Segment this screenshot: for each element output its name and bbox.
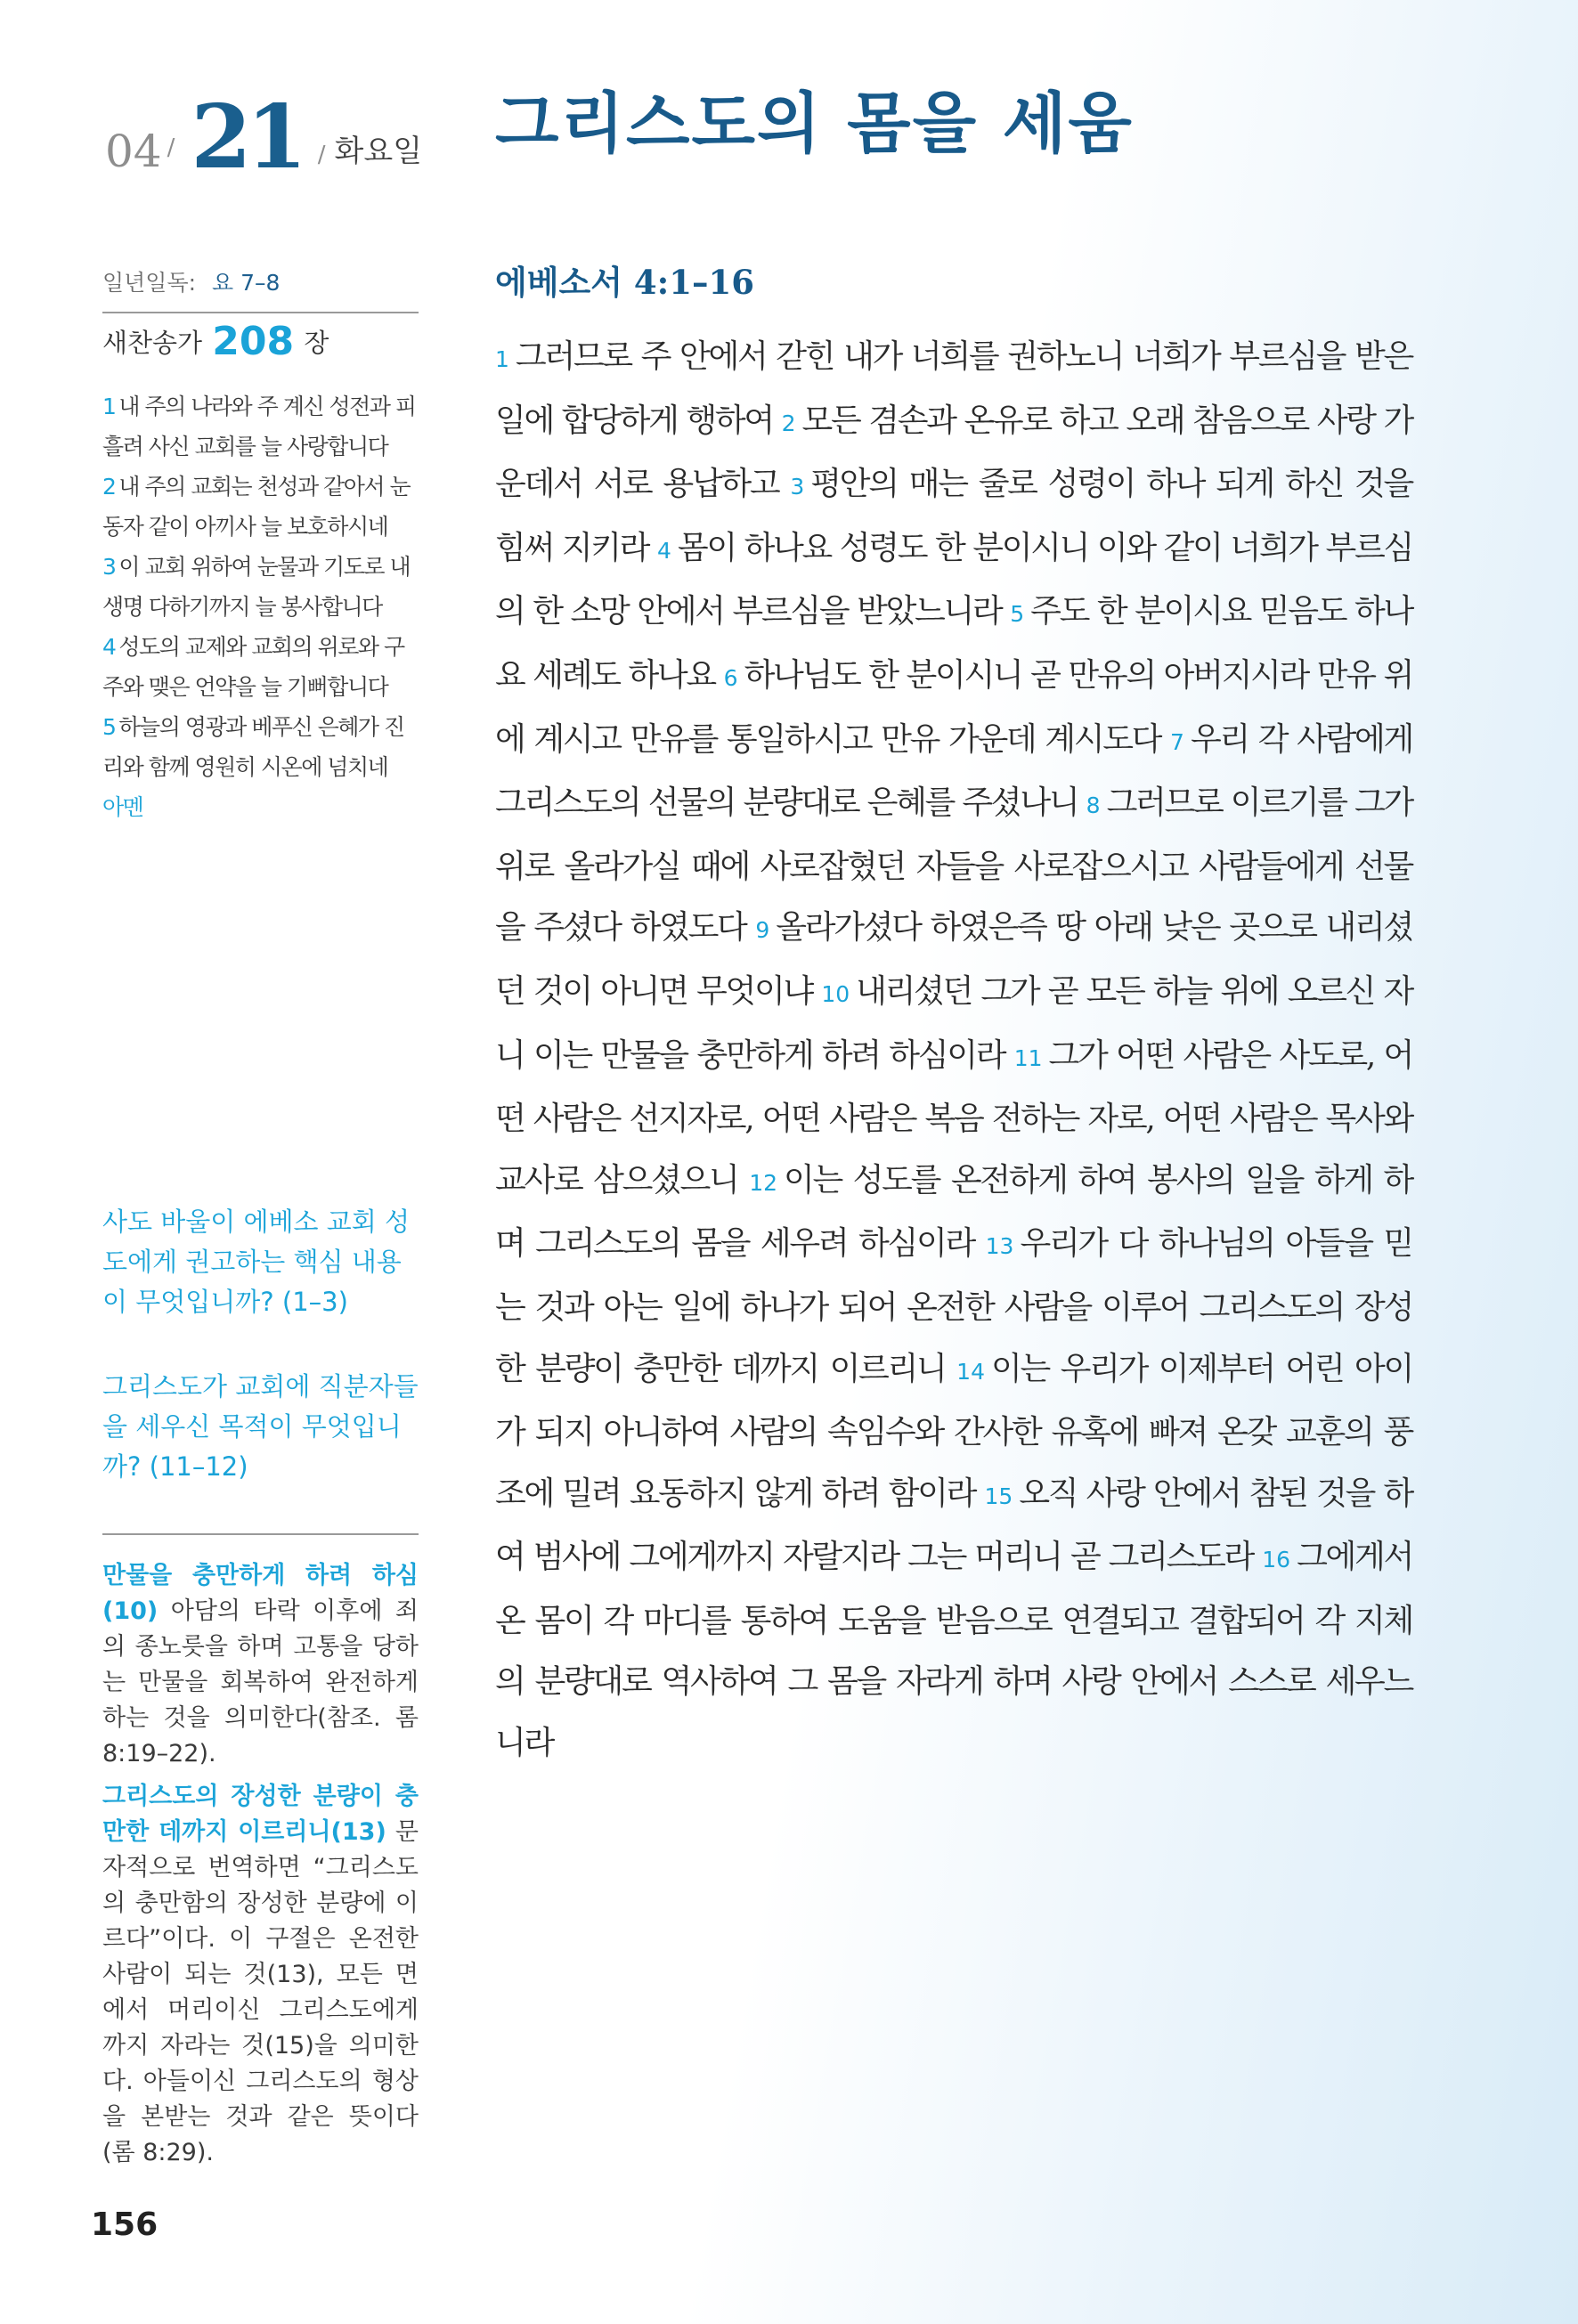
hymn-suffix: 장 <box>304 328 329 358</box>
hymn-verse-number: 1 <box>102 394 116 419</box>
hymn-lyrics <box>102 386 419 827</box>
hymn-number: 208 <box>212 319 295 364</box>
hymn-verse-number: 2 <box>102 474 116 500</box>
hymn-verse-text: 내 주의 나라와 주 계신 성전과 피 흘려 사신 교회를 늘 사랑합니다 <box>102 394 416 459</box>
question-2: 그리스도가 교회에 직분자들을 세우신 목적이 무엇입니까? (11–12) <box>102 1371 419 1482</box>
hymn-verse <box>102 627 419 707</box>
verse-text: 우리 각 사람에게 그리스도의 선물의 분량대로 은혜를 주셨나니 <box>495 720 1413 822</box>
reading-reference: 요 7–8 <box>211 270 281 296</box>
verse-text: 몸이 하나요 성령도 한 분이시니 이와 같이 너희가 부르심의 한 소망 안에서 부르심을 받았느니라 <box>495 529 1412 630</box>
verse-text: 그에게서 온 몸이 각 마디를 통하여 도움을 받음으로 연결되고 결합되어 각 지체의 분량대로 역사하여 그 몸을 자라게 하며 사랑 안에서 스스로 세우느니라 <box>495 1539 1412 1762</box>
verse-number: 13 <box>985 1233 1014 1260</box>
verse-text: 오직 사랑 안에서 참된 것을 하여 범사에 그에게까지 자랄지라 그는 머리니 곧 그리스도라 <box>495 1475 1413 1576</box>
verse-text: 그가 어떤 사람은 사도로, 어떤 사람은 선지자로, 어떤 사람은 복음 전하는 자로, 어떤 사람은 목사와 교사로 삼으셨으니 <box>495 1036 1412 1199</box>
verse-number: 14 <box>956 1358 985 1385</box>
verse-number: 5 <box>1010 601 1025 628</box>
page-number: 156 <box>91 2206 159 2243</box>
hymn-verse-number: 5 <box>102 714 116 740</box>
verse-number: 8 <box>1086 792 1101 819</box>
verse-text: 이는 우리가 이제부터 어린 아이가 되지 아니하여 사람의 속임수와 간사한 유혹에 빠져 온갖 교훈의 풍조에 밀려 요동하지 않게 하려 함이라 <box>495 1350 1412 1512</box>
scripture-text <box>495 327 1412 1775</box>
hymn-verse <box>102 547 419 627</box>
verse-text: 주도 한 분이시요 믿음도 하나요 세례도 하나요 <box>495 593 1412 694</box>
hymn-verse-number: 4 <box>102 634 116 660</box>
hymn-verse-text: 내 주의 교회는 천성과 같아서 눈동자 같이 아끼사 늘 보호하시네 <box>102 474 411 540</box>
hymn-verse <box>102 707 419 787</box>
verse-text: 내리셨던 그가 곧 모든 하늘 위에 오르신 자니 이는 만물을 충만하게 하려 하심이라 <box>495 972 1412 1074</box>
verse-text: 우리가 다 하나님의 아들을 믿는 것과 아는 일에 하나가 되어 온전한 사람을 이루어 그리스도의 장성한 분량이 충만한 데까지 이르리니 <box>495 1225 1412 1387</box>
verse-number: 9 <box>755 917 770 944</box>
verse-number: 2 <box>781 410 796 436</box>
verse-number: 7 <box>1170 728 1184 755</box>
verse-text: 평안의 매는 줄로 성령이 하나 되게 하신 것을 힘써 지키라 <box>495 466 1412 566</box>
verse-text: 올라가셨다 하였은즉 땅 아래 낮은 곳으로 내리셨던 것이 아니면 무엇이냐 <box>495 909 1412 1010</box>
date-month: 04 <box>105 126 162 177</box>
date-weekday: 화요일 <box>334 134 423 169</box>
verse-text: 그러므로 주 안에서 갇힌 내가 너희를 권하노니 너희가 부르심을 받은 일에 합당하게 행하여 <box>495 338 1412 439</box>
note-heading: 그리스도의 장성한 분량이 충만한 데까지 이르리니(13) <box>102 1783 419 1846</box>
question-1: 사도 바울이 에베소 교회 성도에게 권고하는 핵심 내용이 무엇입니까? (1–3) <box>102 1207 411 1317</box>
verse-number: 6 <box>723 664 738 691</box>
verse-text: 이는 성도를 온전하게 하여 봉사의 일을 하게 하며 그리스도의 몸을 세우려 하심이라 <box>495 1161 1412 1263</box>
verse-number: 4 <box>656 537 671 564</box>
hymn-verse-number: 3 <box>102 554 116 580</box>
page-title: 그리스도의 몸을 세움 <box>495 85 1134 162</box>
commentary-note <box>102 1779 419 2171</box>
verse-number: 15 <box>984 1483 1013 1509</box>
verse-number: 16 <box>1262 1547 1291 1573</box>
divider <box>102 1533 419 1535</box>
verse-number: 11 <box>1013 1044 1043 1071</box>
passage-reference: 에베소서 4:1–16 <box>495 263 754 302</box>
hymn-verse <box>102 386 419 467</box>
date-day: 21 <box>191 85 302 189</box>
date-slash-2: / <box>317 142 326 168</box>
hymn-title <box>102 319 419 364</box>
divider <box>102 312 419 313</box>
commentary-notes <box>102 1558 419 2178</box>
hymn-prefix: 새찬송가 <box>102 328 203 358</box>
note-body: 문자적으로 번역하면 “그리스도의 충만함의 장성한 분량에 이르다”이다. 이 구절은 온전한 사람이 되는 것(13), 모든 면에서 머리이신 그리스도에게까지 자라는 것(15)을 의미한다. 아들이신 그리스도의 형상을 본받는 것과 같은 뜻이다(롬 8:29). <box>102 1818 419 2166</box>
hymn-verse <box>102 467 419 547</box>
daily-reading <box>102 265 419 297</box>
date-slash: / <box>167 134 175 161</box>
hymn-verse-text: 하늘의 영광과 베푸신 은혜가 진리와 함께 영원히 시온에 넘치네 <box>102 714 404 780</box>
date-header <box>105 85 423 189</box>
note-body: 아담의 타락 이후에 죄의 종노릇을 하며 고통을 당하는 만물을 회복하여 완전하게 하는 것을 의미한다(참조. 롬 8:19–22). <box>102 1597 419 1767</box>
hymn-verse-text: 성도의 교제와 교회의 위로와 구주와 맺은 언약을 늘 기뻐합니다 <box>102 634 404 700</box>
verse-text: 그러므로 이르기를 그가 위로 올라가실 때에 사로잡혔던 자들을 사로잡으시고 사람들에게 선물을 주셨다 하였도다 <box>495 784 1412 947</box>
verse-number: 12 <box>749 1169 778 1196</box>
hymn-amen: 아멘 <box>102 794 143 820</box>
verse-number: 10 <box>821 980 850 1007</box>
note-heading: 만물을 충만하게 하려 하심(10) <box>102 1562 419 1625</box>
scripture-section <box>495 256 1412 1775</box>
verse-text: 모든 겸손과 온유로 하고 오래 참음으로 사랑 가운데서 서로 용납하고 <box>495 402 1412 503</box>
verse-number: 3 <box>790 474 805 500</box>
commentary-note <box>102 1558 419 1772</box>
hymn-verse-text: 이 교회 위하여 눈물과 기도로 내 생명 다하기까지 늘 봉사합니다 <box>102 554 411 620</box>
reading-label: 일년일독: <box>102 270 197 296</box>
verse-text: 하나님도 한 분이시니 곧 만유의 아버지시라 만유 위에 계시고 만유를 통일하시고 만유 가운데 계시도다 <box>495 656 1412 758</box>
verse-number: 1 <box>495 346 509 372</box>
